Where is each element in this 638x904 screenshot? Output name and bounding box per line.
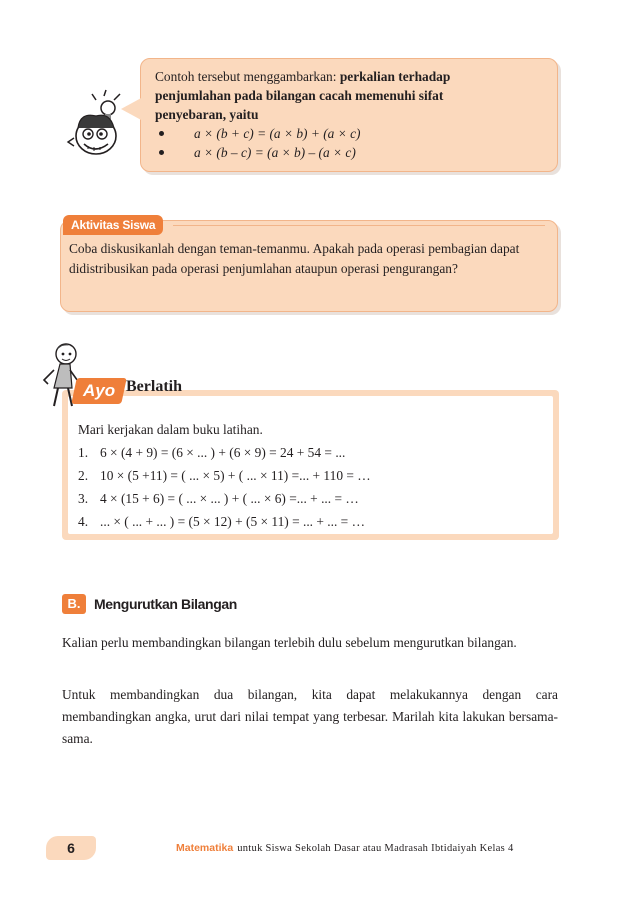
page-number: 6	[46, 836, 96, 860]
item-number: 1.	[78, 445, 89, 460]
practice-title: Berlatih	[126, 378, 182, 395]
item-text: 10 × (5 +11) = ( ... × 5) + ( ... × 11) =... + 110 = …	[100, 468, 371, 483]
section-letter: B.	[62, 594, 86, 614]
ayo-label: Ayo	[82, 381, 116, 400]
ayo-badge	[71, 378, 127, 404]
practice-list	[78, 418, 371, 533]
callout-line-2	[155, 86, 543, 105]
example-callout	[140, 58, 558, 172]
bullet-icon	[159, 131, 164, 136]
section-title: Mengurutkan Bilangan	[94, 596, 237, 612]
callout-line-1	[155, 67, 543, 86]
practice-item	[78, 464, 371, 487]
paragraph: Untuk membandingkan dua bilangan, kita dapat melakukannya dengan cara membandingkan angka, urut dari nilai tempat yang terbesar. Marilah kita lakukan bersama-sama.	[62, 687, 558, 746]
formula-row	[155, 124, 543, 143]
item-number: 4.	[78, 514, 89, 529]
callout-bold-2: penjumlahan pada bilangan cacah memenuhi sifat	[155, 88, 444, 103]
practice-item	[78, 441, 371, 464]
item-text: 4 × (15 + 6) = ( ... × ... ) + ( ... × 6) =... + ... = …	[100, 491, 359, 506]
activity-divider	[173, 225, 545, 226]
paragraph: Kalian perlu membandingkan bilangan terlebih dulu sebelum mengurutkan bilangan.	[62, 635, 517, 650]
formula-row	[155, 143, 543, 162]
section-heading	[62, 594, 237, 614]
callout-intro: Contoh tersebut menggambarkan:	[155, 69, 340, 84]
formula-text: a × (b + c) = (a × b) + (a × c)	[194, 126, 361, 141]
footer-brand: Matematika	[176, 842, 234, 854]
activity-text: Coba diskusikanlah dengan teman-temanmu. Apakah pada operasi pembagian dapat didistribusikan pada operasi penjumlahan ataupun operasi pengurangan?	[69, 241, 520, 276]
item-text: ... × ( ... + ... ) = (5 × 12) + (5 × 11) = ... + ... = …	[100, 514, 365, 529]
practice-item	[78, 487, 371, 510]
footer-caption: untuk Siswa Sekolah Dasar atau Madrasah Ibtidaiyah Kelas 4	[237, 843, 514, 854]
callout-bold-3: penyebaran, yaitu	[155, 107, 259, 122]
practice-instruction: Mari kerjakan dalam buku latihan.	[78, 422, 263, 437]
callout-line-3	[155, 105, 543, 124]
footer-text	[176, 842, 514, 854]
item-number: 2.	[78, 468, 89, 483]
student-activity-box	[60, 220, 558, 312]
activity-tag: Aktivitas Siswa	[63, 215, 163, 235]
bullet-icon	[159, 150, 164, 155]
item-text: 6 × (4 + 9) = (6 × ... ) + (6 × 9) = 24 + 54 = ...	[100, 445, 346, 460]
callout-tail	[121, 97, 143, 121]
practice-item	[78, 510, 371, 533]
callout-bold-1: perkalian terhadap	[339, 69, 451, 84]
formula-text: a × (b – c) = (a × b) – (a × c)	[194, 145, 356, 160]
item-number: 3.	[78, 491, 89, 506]
